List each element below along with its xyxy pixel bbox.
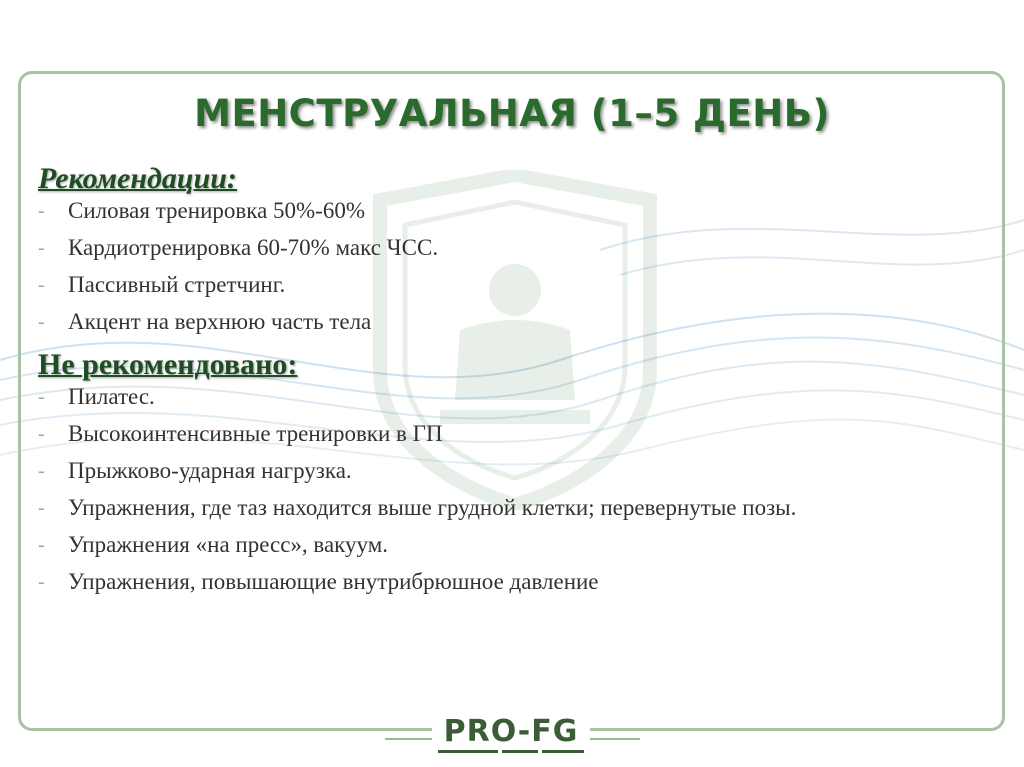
list-item — [38, 495, 978, 521]
bullet-dash: - — [38, 311, 45, 333]
list-item — [38, 235, 978, 261]
bullet-dash: - — [38, 571, 45, 593]
list-item-text: Пассивный стретчинг. — [68, 272, 286, 297]
bullet-dash: - — [38, 237, 45, 259]
footer-logo — [432, 716, 590, 757]
content-body — [38, 160, 978, 606]
list-item-text: Прыжково-ударная нагрузка. — [68, 458, 352, 483]
list-item-text: Акцент на верхнюю часть тела — [68, 309, 372, 334]
page-title: МЕНСТРУАЛЬНАЯ (1–5 ДЕНЬ) — [194, 92, 830, 135]
list-item — [38, 458, 978, 484]
footer-divider-right — [590, 738, 640, 740]
list-item — [38, 384, 978, 410]
list-item — [38, 272, 978, 298]
list-item-text: Кардиотренировка 60-70% макс ЧСС. — [68, 235, 439, 260]
bullet-dash: - — [38, 497, 45, 519]
recommended-heading: Рекомендации: — [38, 162, 237, 195]
list-item — [38, 198, 978, 224]
bullet-dash: - — [38, 460, 45, 482]
bullet-dash: - — [38, 534, 45, 556]
bullet-dash: - — [38, 423, 45, 445]
bullet-dash: - — [38, 386, 45, 408]
list-item-text: Упражнения, где таз находится выше грудной клетки; перевернутые позы. — [68, 495, 797, 520]
logo-text: PRO-FG — [443, 714, 579, 749]
list-item-text: Упражнения «на пресс», вакуум. — [68, 532, 389, 557]
list-item-text: Высокоинтенсивные тренировки в ГП — [68, 421, 443, 446]
footer — [0, 708, 1024, 758]
bullet-dash: - — [38, 200, 45, 222]
bullet-dash: - — [38, 274, 45, 296]
list-item-text: Пилатес. — [68, 384, 155, 409]
not-recommended-list — [38, 384, 978, 595]
list-item-text: Силовая тренировка 50%-60% — [68, 198, 366, 223]
logo-tagline-graphic — [432, 749, 590, 757]
list-item — [38, 309, 978, 335]
footer-divider-left — [385, 738, 435, 740]
list-item — [38, 421, 978, 447]
not-recommended-heading: Не рекомендовано: — [38, 348, 298, 381]
list-item-text: Упражнения, повышающие внутрибрюшное давление — [68, 569, 599, 594]
list-item — [38, 569, 978, 595]
list-item — [38, 532, 978, 558]
logo-tagline-bar — [436, 749, 586, 755]
recommended-list — [38, 198, 978, 335]
